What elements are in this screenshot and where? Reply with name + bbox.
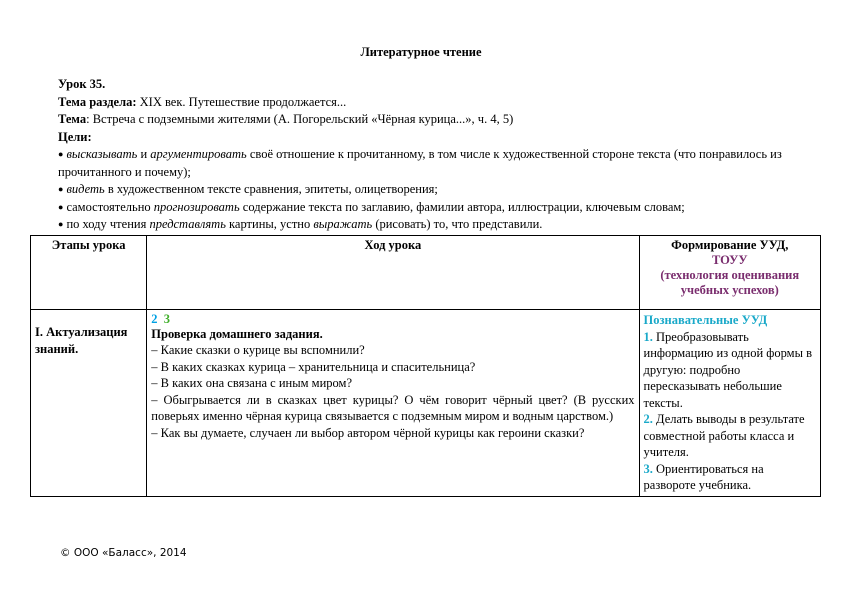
goal-text: картины, устно [225,217,314,231]
uud-number: 3. [643,461,653,476]
goal-text: своё отношение к прочитанному, в том числе к художественной стороне текста (что понравилось из прочитанного и почему); [58,147,782,179]
table-row [31,310,821,497]
uud-text: Ориентироваться на развороте учебника. [643,461,764,492]
goal-text: самостоятельно [66,199,154,214]
uud-text: Делать выводы в результате совместной работы класса и учителя. [643,412,805,459]
header-touu-desc: (технология оценивания учебных успехов) [660,268,800,297]
goal-item [58,146,798,181]
uud-number: 2. [643,412,653,426]
question: – Как вы думаете, случаен ли выбор автором чёрной курицы как героини сказки? [151,425,585,440]
slide-numbers [151,312,634,327]
header-touu: ТОУУ [711,253,748,267]
header-uud-title: Формирование УУД, [671,238,789,252]
goal-item [58,216,798,234]
uud-number: 1. [643,329,653,344]
cognitive-uud-title: Познавательные УУД [643,313,768,327]
goal-text: содержание текста по заглавию, фамилии автора, иллюстрации, ключевым словам; [239,199,685,214]
uud-item [644,329,816,412]
goal-verb: выражать [313,217,373,231]
goals-label: Цели: [58,129,92,144]
uud-cell [639,310,820,497]
document-title: Литературное чтение [360,45,482,59]
slide-number: 3 [163,312,171,326]
uud-item [644,461,816,494]
goal-text: по ходу чтения [66,217,150,231]
copyright-footer: © ООО «Баласс», 2014 [60,547,187,559]
bullet-icon: ● [58,201,64,212]
question: – В каких она связана с иным миром? [151,376,352,390]
lesson-number: Урок 35. [58,77,106,91]
question: – В каких сказках курица – хранительница и спасительница? [151,359,476,374]
topic-value: : Встреча с подземными жителями (А. Погорельский «Чёрная курица...», ч. 4, 5) [86,112,514,126]
bullet-icon: ● [58,149,64,159]
stage-cell: I. Актуализация знаний. [31,310,147,497]
header-uud [639,236,820,310]
goal-verb: видеть [66,182,105,196]
bullet-icon: ● [58,219,64,229]
topic-line [58,111,798,129]
goal-verb: высказывать [66,147,138,161]
section-label: Тема раздела: [58,94,137,109]
slide-number: 2 [151,312,158,326]
goal-text: (рисовать) то, что представили. [372,217,543,231]
goal-item [58,199,798,217]
topic-label: Тема [58,112,87,126]
goal-verb: представлять [149,217,226,231]
lesson-table [30,235,821,497]
bullet-icon: ● [58,184,64,194]
uud-item [644,411,816,461]
section-line [58,94,798,112]
homework-check-title: Проверка домашнего задания. [151,327,323,341]
header-course: Ход урока [147,236,639,310]
course-cell [147,310,639,497]
goal-text: в художественном тексте сравнения, эпитеты, олицетворения; [104,182,438,196]
question: – Какие сказки о курице вы вспомнили? [151,343,365,357]
header-stages: Этапы урока [31,236,147,310]
lesson-header [58,76,798,234]
goal-item [58,181,798,199]
goal-verb: аргументировать [150,147,247,161]
goal-verb: прогнозировать [153,199,240,214]
table-header-row [31,236,821,310]
section-value: XIX век. Путешествие продолжается... [136,94,347,109]
goal-text: и [137,147,151,161]
uud-text: Преобразовывать информацию из одной формы в другую: подробно пересказывать небольшие тексты. [643,329,813,410]
question: – Обыгрывается ли в сказках цвет курицы? О чём говорит чёрный цвет? (В русских поверьях именно чёрная курица связывается с подземным миром и водным царством.) [151,392,635,423]
